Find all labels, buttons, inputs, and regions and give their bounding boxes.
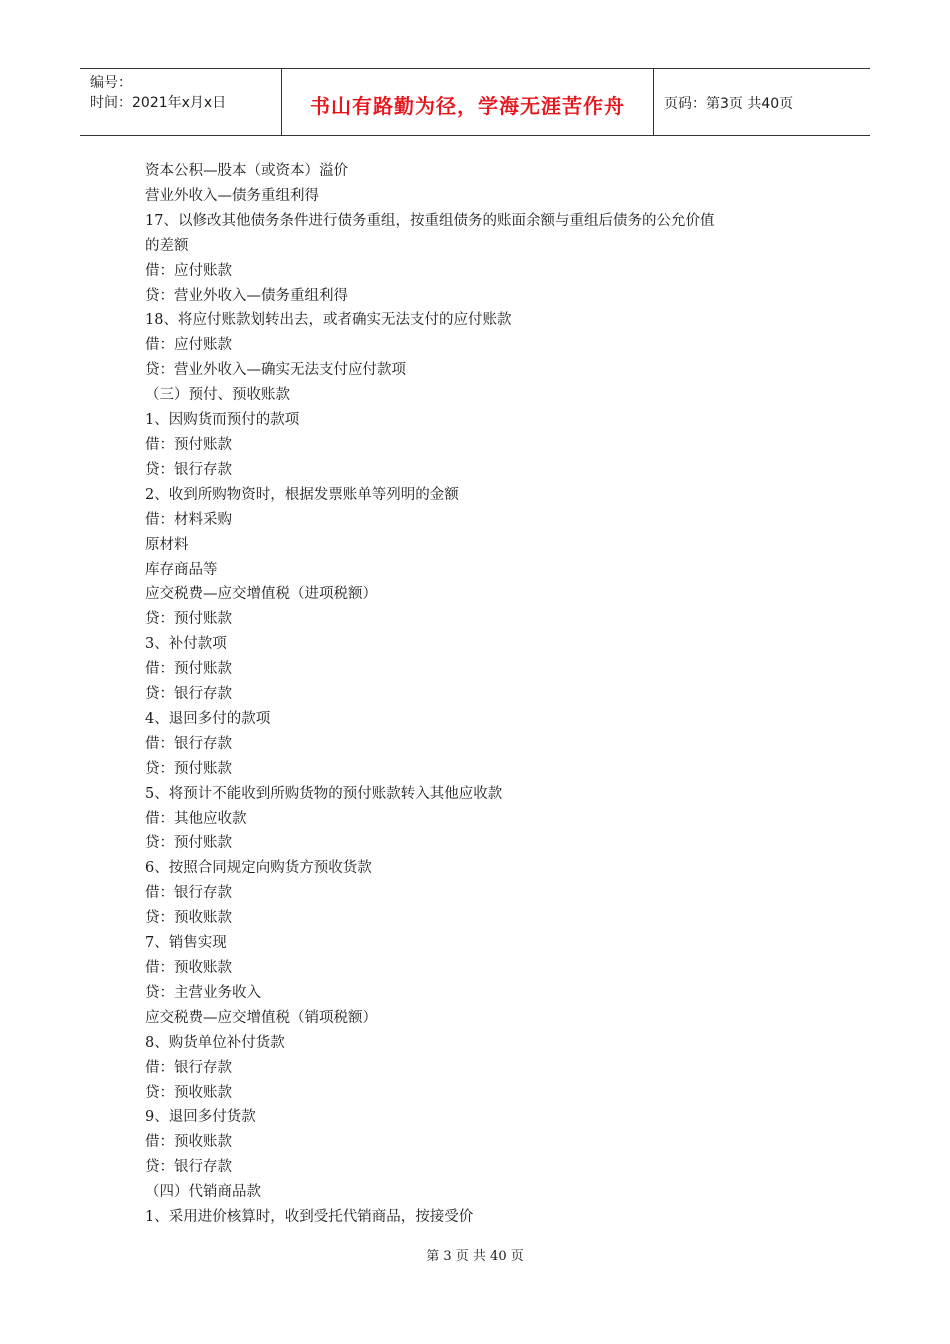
text-line: 贷：主营业务收入 [145, 984, 261, 1001]
text-line: 的差额 [145, 237, 189, 254]
text-line: 贷：营业外收入—债务重组利得 [145, 287, 348, 304]
text-line: 借：应付账款 [145, 262, 232, 279]
page-header [80, 68, 870, 136]
header-page-info: 页码：第3页 共40页 [664, 96, 794, 112]
document-body [145, 159, 825, 1230]
page-footer: 第 3 页 共 40 页 [426, 1249, 524, 1264]
header-meta [80, 69, 282, 135]
text-line: 1、因购货而预付的款项 [145, 412, 300, 429]
text-line: 7、销售实现 [145, 935, 227, 952]
text-line: （四）代销商品款 [145, 1184, 261, 1201]
text-line: 借：银行存款 [145, 1059, 232, 1076]
text-line: 6、按照合同规定向购货方预收货款 [145, 860, 372, 877]
text-line: 贷：营业外收入—确实无法支付应付款项 [145, 362, 406, 379]
text-line: 借：材料采购 [145, 511, 232, 528]
header-motto: 书山有路勤为径，学海无涯苦作舟 [282, 69, 654, 135]
text-line: 应交税费—应交增值税（进项税额） [145, 586, 377, 603]
text-line: 贷：银行存款 [145, 461, 232, 478]
text-line: 17、以修改其他债务条件进行债务重组，按重组债务的账面余额与重组后债务的公允价值 [145, 212, 715, 229]
text-line: 应交税费—应交增值税（销项税额） [145, 1009, 377, 1026]
text-line: 借：预付账款 [145, 436, 232, 453]
text-line: 借：其他应收款 [145, 810, 247, 827]
text-line: 1、采用进价核算时，收到受托代销商品，按接受价 [145, 1209, 474, 1226]
text-line: 借：预收账款 [145, 1134, 232, 1151]
text-line: 2、收到所购物资时，根据发票账单等列明的金额 [145, 486, 459, 503]
text-line: 贷：预收账款 [145, 1084, 232, 1101]
text-line: 8、购货单位补付货款 [145, 1034, 285, 1051]
text-line: 18、将应付账款划转出去，或者确实无法支付的应付账款 [145, 312, 512, 329]
text-line: 4、退回多付的款项 [145, 710, 271, 727]
time-label: 时间：2021年x月x日 [90, 95, 227, 111]
text-line: 贷：银行存款 [145, 1159, 232, 1176]
text-line: 5、将预计不能收到所购货物的预付账款转入其他应收款 [145, 785, 503, 802]
text-line: 借：应付账款 [145, 337, 232, 354]
text-line: 贷：银行存款 [145, 686, 232, 703]
text-line: 9、退回多付货款 [145, 1109, 256, 1126]
number-label: 编号： [90, 75, 132, 91]
text-line: 借：预付账款 [145, 661, 232, 678]
text-line: 借：银行存款 [145, 885, 232, 902]
text-line: 营业外收入—债务重组利得 [145, 187, 319, 204]
text-line: 贷：预收账款 [145, 910, 232, 927]
text-line: 贷：预付账款 [145, 835, 232, 852]
text-line: 原材料 [145, 536, 189, 553]
text-line: 贷：预付账款 [145, 760, 232, 777]
text-line: 资本公积—股本（或资本）溢价 [145, 163, 348, 179]
text-line: （三）预付、预收账款 [145, 387, 290, 404]
text-line: 贷：预付账款 [145, 611, 232, 628]
text-line: 库存商品等 [145, 561, 218, 578]
text-line: 借：银行存款 [145, 735, 232, 752]
text-line: 借：预收账款 [145, 960, 232, 976]
text-line: 3、补付款项 [145, 636, 227, 653]
